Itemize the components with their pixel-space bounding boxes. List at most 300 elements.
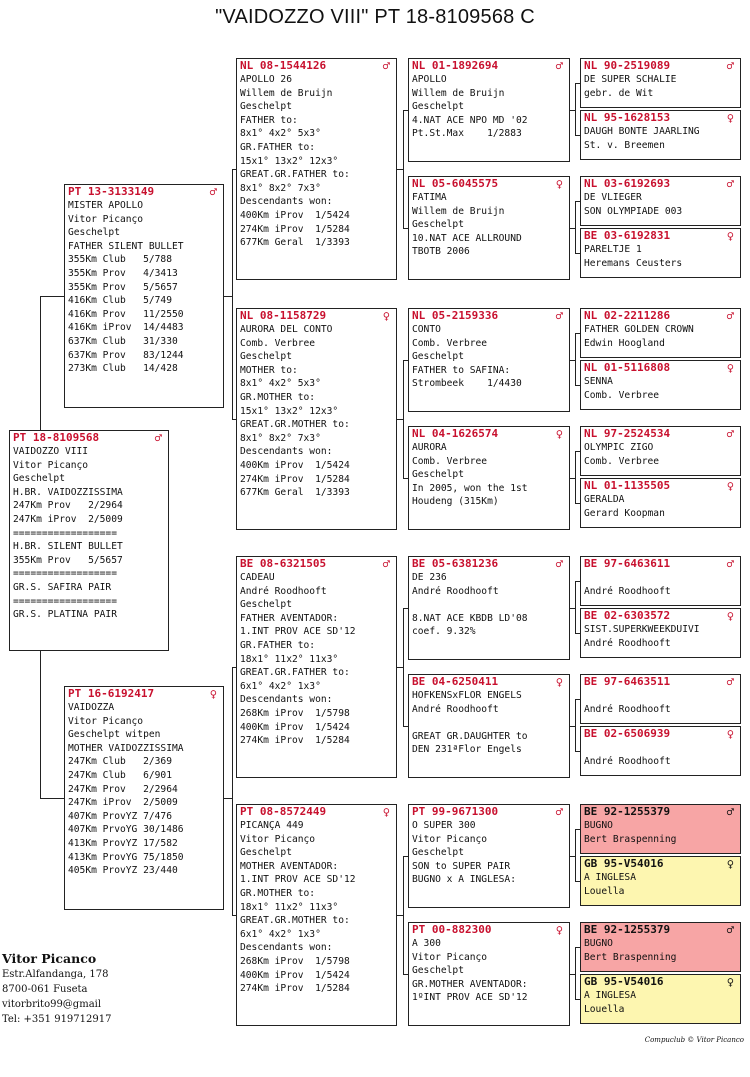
pedigree-line: Geschelpt: [412, 101, 464, 113]
pedigree-line: 407Km ProvYZ 7/476: [68, 810, 172, 822]
pedigree-line: 15x1° 13x2° 12x3°: [240, 405, 339, 417]
tree-connector: [224, 296, 233, 297]
ring-number: NL 05-6045575: [412, 177, 499, 190]
pedigree-line: 637Km Prov 83/1244: [68, 349, 184, 361]
pedigree-line: MOTHER to:: [240, 364, 298, 376]
tree-connector: [575, 633, 581, 634]
great-great-grandparent-card: [580, 856, 741, 906]
pedigree-line: St. v. Breemen: [584, 139, 665, 151]
ring-number: BE 03-6192831: [584, 229, 671, 242]
card-header: [65, 185, 223, 199]
tree-connector: [570, 608, 576, 609]
paternal-grandfather-card: [236, 58, 397, 280]
pedigree-line: 416Km Club 5/749: [68, 295, 172, 307]
pedigree-line: Geschelpt: [412, 351, 464, 363]
pedigree-line: Geschelpt: [412, 965, 464, 977]
pedigree-line: 247Km Prov 2/2964: [68, 783, 178, 795]
pedigree-line: Geschelpt: [68, 227, 120, 239]
pedigree-line: 247Km Club 2/369: [68, 756, 172, 768]
pigeon-name: VAIDOZZA: [68, 702, 115, 713]
tree-connector: [570, 110, 576, 111]
pedigree-line: 247Km Prov 2/2964: [13, 500, 123, 512]
card-header: [409, 427, 569, 441]
tree-connector: [575, 699, 581, 700]
pedigree-line: Geschelpt: [412, 469, 464, 481]
pedigree-line: Bert Braspenning: [584, 833, 677, 845]
card-header: [10, 431, 168, 445]
pigeon-name: BUGNO: [584, 820, 613, 831]
pedigree-line: FATHER SILENT BULLET: [68, 240, 184, 252]
pedigree-line: Vitor Picanço: [68, 715, 144, 727]
ring-number: NL 04-1626574: [412, 427, 499, 440]
great-grandparent-card: [408, 556, 570, 660]
great-great-grandparent-card: [580, 922, 741, 972]
tree-connector: [570, 856, 576, 857]
pedigree-line: FATHER AVENTADOR:: [240, 612, 339, 624]
card-header: [581, 229, 740, 243]
tree-connector: [570, 726, 576, 727]
pedigree-line: André Roodhooft: [240, 585, 327, 597]
ring-number: NL 05-2159336: [412, 309, 499, 322]
contact-postcode: 8700-061 Fuseta: [2, 984, 88, 995]
pedigree-line: Willem de Bruijn: [412, 205, 505, 217]
tree-connector: [403, 110, 409, 111]
pedigree-line: Houdeng (315Km): [412, 496, 499, 508]
paternal-grandmother-card: [236, 308, 397, 530]
pedigree-line: Geschelpt: [240, 599, 292, 611]
pedigree-line: 8x1° 4x2° 5x3°: [240, 378, 321, 390]
pedigree-line: Louella: [584, 885, 625, 897]
pedigree-line: 677Km Geral 1/3393: [240, 237, 350, 249]
tree-connector: [575, 947, 581, 948]
pedigree-line: 274Km iProv 1/5284: [240, 983, 350, 995]
breeder-contact: [2, 951, 111, 1027]
pedigree-line: [409, 716, 569, 730]
female-symbol-icon: ♀: [726, 361, 734, 375]
ring-number: NL 97-2524534: [584, 427, 671, 440]
pedigree-line: 8x1° 8x2° 7x3°: [240, 182, 321, 194]
female-symbol-icon: ♀: [726, 609, 734, 623]
pedigree-line: 355Km Prov 4/3413: [68, 267, 178, 279]
pedigree-line: GREAT.GR.FATHER to:: [240, 169, 350, 181]
pedigree-line: Louella: [584, 1003, 625, 1015]
great-grandparent-card: [408, 804, 570, 908]
pedigree-line: André Roodhooft: [412, 585, 499, 597]
ring-number: GB 95-V54016: [584, 975, 664, 988]
pedigree-line: Vitor Picanço: [68, 213, 144, 225]
pigeon-name: GERALDA: [584, 494, 625, 505]
mother-card: [64, 686, 224, 910]
pigeon-name: DAUGH BONTE JAARLING: [584, 126, 700, 137]
tree-connector: [403, 228, 409, 229]
pigeon-name: [581, 689, 740, 703]
ring-number: NL 01-5116808: [584, 361, 671, 374]
pedigree-line: MOTHER AVENTADOR:: [240, 860, 339, 872]
tree-connector: [570, 478, 576, 479]
pigeon-name: SENNA: [584, 376, 613, 387]
pedigree-line: 273Km Club 14/428: [68, 363, 178, 375]
pedigree-line: Edwin Hoogland: [584, 337, 665, 349]
pigeon-name: CONTO: [412, 324, 441, 335]
male-symbol-icon: ♂: [555, 59, 563, 73]
tree-connector: [403, 608, 409, 609]
pedigree-line: Geschelpt witpen: [68, 729, 161, 741]
tree-connector: [232, 169, 233, 420]
pedigree-line: 400Km iProv 1/5424: [240, 209, 350, 221]
pedigree-line: Comb. Verbree: [584, 389, 660, 401]
pedigree-line: 1.INT PROV ACE SD'12: [240, 874, 356, 886]
card-header: [581, 975, 740, 989]
female-symbol-icon: ♀: [726, 727, 734, 741]
great-great-grandparent-card: [580, 308, 741, 358]
card-header: [581, 727, 740, 741]
pigeon-name: FATHER GOLDEN CROWN: [584, 324, 694, 335]
tree-connector: [575, 451, 581, 452]
pedigree-line: 247Km iProv 2/5009: [68, 797, 178, 809]
female-symbol-icon: ♀: [555, 177, 563, 191]
ring-number: PT 16-6192417: [68, 687, 155, 700]
pigeon-name: [581, 571, 740, 585]
female-symbol-icon: ♀: [382, 805, 390, 819]
male-symbol-icon: ♂: [382, 59, 390, 73]
pedigree-line: FATHER to SAFINA:: [412, 364, 511, 376]
great-great-grandparent-card: [580, 360, 741, 410]
card-header: [581, 361, 740, 375]
card-header: [409, 805, 569, 819]
female-symbol-icon: ♀: [726, 479, 734, 493]
pigeon-name: DE SUPER SCHALIE: [584, 74, 677, 85]
great-great-grandparent-card: [580, 426, 741, 476]
great-great-grandparent-card: [580, 804, 741, 854]
ring-number: NL 95-1628153: [584, 111, 671, 124]
ring-number: BE 92-1255379: [584, 805, 671, 818]
ring-number: BE 02-6303572: [584, 609, 671, 622]
pedigree-line: 8.NAT ACE KBDB LD'08: [412, 612, 528, 624]
tree-connector: [570, 360, 576, 361]
ring-number: PT 00-882300: [412, 923, 492, 936]
card-header: [581, 923, 740, 937]
pedigree-line: Geschelpt: [13, 473, 65, 485]
pedigree-line: GREAT.GR.MOTHER to:: [240, 915, 350, 927]
ring-number: NL 90-2519089: [584, 59, 671, 72]
subject-pigeon-card: [9, 430, 169, 651]
great-great-grandparent-card: [580, 478, 741, 528]
pedigree-line: André Roodhooft: [584, 755, 671, 767]
tree-connector: [575, 333, 581, 334]
tree-connector: [397, 419, 404, 420]
great-great-grandparent-card: [580, 176, 741, 226]
tree-connector: [40, 798, 65, 799]
female-symbol-icon: ♀: [726, 111, 734, 125]
great-great-grandparent-card: [580, 674, 741, 724]
pedigree-line: 8x1° 8x2° 7x3°: [240, 432, 321, 444]
female-symbol-icon: ♀: [726, 857, 734, 871]
tree-connector: [232, 915, 237, 916]
pigeon-name: FATIMA: [412, 192, 447, 203]
pedigree-line: André Roodhooft: [584, 703, 671, 715]
tree-connector: [397, 169, 404, 170]
tree-connector: [397, 667, 404, 668]
card-header: [65, 687, 223, 701]
ring-number: BE 08-6321505: [240, 557, 327, 570]
pedigree-line: Willem de Bruijn: [240, 87, 333, 99]
ring-number: BE 97-6463511: [584, 675, 671, 688]
pedigree-line: 10.NAT ACE ALLROUND: [412, 232, 522, 244]
pedigree-line: Willem de Bruijn: [412, 87, 505, 99]
pedigree-line: ==================: [13, 527, 117, 539]
pedigree-line: GR.FATHER to:: [240, 141, 316, 153]
pigeon-name: PICANÇA 449: [240, 820, 304, 831]
card-header: [409, 923, 569, 937]
pedigree-line: GR.MOTHER AVENTADOR:: [412, 978, 528, 990]
pedigree-line: H.BR. SILENT BULLET: [13, 541, 123, 553]
card-header: [409, 59, 569, 73]
great-grandparent-card: [408, 674, 570, 778]
pedigree-line: Heremans Ceusters: [584, 257, 683, 269]
ring-number: BE 02-6506939: [584, 727, 671, 740]
pedigree-line: Geschelpt: [240, 351, 292, 363]
great-great-grandparent-card: [580, 228, 741, 278]
pedigree-line: 247Km iProv 2/5009: [13, 513, 123, 525]
great-great-grandparent-card: [580, 556, 741, 606]
pedigree-title: "VAIDOZZO VIII" PT 18-8109568 C: [215, 6, 535, 28]
pedigree-line: Comb. Verbree: [412, 337, 488, 349]
pedigree-line: André Roodhooft: [412, 703, 499, 715]
card-header: [581, 111, 740, 125]
pedigree-line: Comb. Verbree: [412, 455, 488, 467]
great-great-grandparent-card: [580, 58, 741, 108]
male-symbol-icon: ♂: [726, 427, 734, 441]
female-symbol-icon: ♀: [555, 427, 563, 441]
tree-connector: [575, 135, 581, 136]
ring-number: PT 18-8109568: [13, 431, 100, 444]
pedigree-line: 15x1° 13x2° 12x3°: [240, 155, 339, 167]
pedigree-line: 416Km iProv 14/4483: [68, 322, 184, 334]
pigeon-name: A INGLESA: [584, 990, 636, 1001]
pigeon-name: CADEAU: [240, 572, 275, 583]
pedigree-line: Descendants won:: [240, 694, 333, 706]
tree-connector: [570, 228, 576, 229]
pigeon-name: O SUPER 300: [412, 820, 476, 831]
pedigree-line: In 2005, won the 1st: [412, 482, 528, 494]
pedigree-line: [409, 598, 569, 612]
pedigree-line: GR.MOTHER to:: [240, 391, 316, 403]
pigeon-name: [581, 741, 740, 755]
pigeon-name: VAIDOZZO VIII: [13, 446, 89, 457]
pedigree-line: 1ºINT PROV ACE SD'12: [412, 992, 528, 1004]
pigeon-name: A INGLESA: [584, 872, 636, 883]
pedigree-line: Pt.St.Max 1/2883: [412, 128, 522, 140]
pedigree-line: 8x1° 4x2° 5x3°: [240, 128, 321, 140]
pedigree-line: André Roodhooft: [584, 637, 671, 649]
pedigree-line: 400Km iProv 1/5424: [240, 969, 350, 981]
pigeon-name: AURORA DEL CONTO: [240, 324, 333, 335]
card-header: [581, 59, 740, 73]
pedigree-line: GR.FATHER to:: [240, 639, 316, 651]
ring-number: NL 03-6192693: [584, 177, 671, 190]
pedigree-line: GR.S. PLATINA PAIR: [13, 609, 117, 621]
tree-connector: [575, 829, 581, 830]
pedigree-line: 407Km PrvoYG 30/1486: [68, 824, 184, 836]
pedigree-line: FATHER to:: [240, 114, 298, 126]
father-card: [64, 184, 224, 408]
card-header: [581, 675, 740, 689]
software-credit: Compuclub © Vitor Picanco: [644, 1036, 744, 1044]
tree-connector: [403, 478, 409, 479]
pigeon-name: DE VLIEGER: [584, 192, 642, 203]
pedigree-line: TBOTB 2006: [412, 246, 470, 258]
card-header: [237, 805, 396, 819]
male-symbol-icon: ♂: [154, 431, 162, 445]
great-great-grandparent-card: [580, 110, 741, 160]
pigeon-name: HOFKENSxFLOR ENGELS: [412, 690, 522, 701]
ring-number: BE 97-6463611: [584, 557, 671, 570]
male-symbol-icon: ♂: [382, 557, 390, 571]
female-symbol-icon: ♀: [555, 923, 563, 937]
ring-number: NL 02-2211286: [584, 309, 671, 322]
pedigree-line: Gerard Koopman: [584, 507, 665, 519]
pedigree-line: 18x1° 11x2° 11x3°: [240, 901, 339, 913]
tree-connector: [40, 296, 65, 297]
pedigree-line: GREAT.GR.MOTHER to:: [240, 419, 350, 431]
great-grandparent-card: [408, 58, 570, 162]
maternal-grandmother-card: [236, 804, 397, 1026]
pedigree-line: 413Km ProvYZ 17/582: [68, 837, 178, 849]
male-symbol-icon: ♂: [726, 805, 734, 819]
pedigree-line: GREAT.GR.FATHER to:: [240, 667, 350, 679]
card-header: [237, 309, 396, 323]
great-grandparent-card: [408, 308, 570, 412]
tree-connector: [403, 974, 409, 975]
tree-connector: [575, 385, 581, 386]
male-symbol-icon: ♂: [555, 557, 563, 571]
ring-number: PT 13-3133149: [68, 185, 155, 198]
tree-connector: [232, 667, 233, 916]
tree-connector: [40, 296, 41, 431]
pedigree-line: ==================: [13, 595, 117, 607]
card-header: [581, 309, 740, 323]
tree-connector: [570, 974, 576, 975]
pedigree-line: 268Km iProv 1/5798: [240, 707, 350, 719]
tree-connector: [403, 360, 409, 361]
pedigree-line: 1.INT PROV ACE SD'12: [240, 626, 356, 638]
pedigree-line: 274Km iProv 1/5284: [240, 223, 350, 235]
pedigree-line: Comb. Verbree: [584, 455, 660, 467]
pedigree-line: 400Km iProv 1/5424: [240, 459, 350, 471]
card-header: [237, 557, 396, 571]
pedigree-line: GR.MOTHER to:: [240, 887, 316, 899]
pedigree-line: Vitor Picanço: [412, 951, 488, 963]
ring-number: BE 92-1255379: [584, 923, 671, 936]
tree-connector: [575, 503, 581, 504]
pedigree-line: coef. 9.32%: [412, 626, 476, 638]
pedigree-line: 18x1° 11x2° 11x3°: [240, 653, 339, 665]
ring-number: NL 01-1892694: [412, 59, 499, 72]
pedigree-line: ==================: [13, 568, 117, 580]
female-symbol-icon: ♀: [726, 975, 734, 989]
female-symbol-icon: ♀: [555, 675, 563, 689]
great-grandparent-card: [408, 176, 570, 280]
pedigree-line: SON to SUPER PAIR: [412, 860, 511, 872]
tree-connector: [575, 999, 581, 1000]
pedigree-line: Comb. Verbree: [240, 337, 316, 349]
ring-number: BE 05-6381236: [412, 557, 499, 570]
card-header: [581, 557, 740, 571]
pedigree-line: 355Km Club 5/788: [68, 254, 172, 266]
card-header: [409, 309, 569, 323]
pedigree-line: 400Km iProv 1/5424: [240, 721, 350, 733]
contact-phone: Tel: +351 919712917: [2, 1014, 112, 1025]
card-header: [581, 177, 740, 191]
pedigree-line: Geschelpt: [412, 219, 464, 231]
male-symbol-icon: ♂: [726, 59, 734, 73]
contact-email: vitorbrito99@gmail: [2, 999, 102, 1010]
pedigree-line: BUGNO x A INGLESA:: [412, 874, 516, 886]
tree-connector: [403, 726, 409, 727]
ring-number: PT 08-8572449: [240, 805, 327, 818]
great-grandparent-card: [408, 426, 570, 530]
card-header: [409, 557, 569, 571]
pigeon-name: AURORA: [412, 442, 447, 453]
great-grandparent-card: [408, 922, 570, 1026]
female-symbol-icon: ♀: [726, 229, 734, 243]
contact-address: Estr.Alfandanga, 178: [2, 969, 109, 980]
pedigree-line: Geschelpt: [412, 847, 464, 859]
great-great-grandparent-card: [580, 726, 741, 776]
pedigree-line: DEN 231ªFlor Engels: [412, 744, 522, 756]
pedigree-line: Vitor Picanço: [240, 833, 316, 845]
ring-number: PT 99-9671300: [412, 805, 499, 818]
maternal-grandfather-card: [236, 556, 397, 778]
tree-connector: [403, 856, 409, 857]
pedigree-line: Descendants won:: [240, 196, 333, 208]
pedigree-line: 416Km Prov 11/2550: [68, 308, 184, 320]
card-header: [581, 479, 740, 493]
tree-connector: [575, 83, 581, 84]
pedigree-line: 677Km Geral 1/3393: [240, 487, 350, 499]
pedigree-line: Descendants won:: [240, 942, 333, 954]
pedigree-line: 413Km ProvYG 75/1850: [68, 851, 184, 863]
tree-connector: [575, 751, 581, 752]
pedigree-line: 6x1° 4x2° 1x3°: [240, 928, 321, 940]
pedigree-line: GREAT GR.DAUGHTER to: [412, 730, 528, 742]
card-header: [581, 609, 740, 623]
pedigree-line: gebr. de Wit: [584, 87, 654, 99]
pigeon-name: PARELTJE 1: [584, 244, 642, 255]
ring-number: BE 04-6250411: [412, 675, 499, 688]
ring-number: GB 95-V54016: [584, 857, 664, 870]
card-header: [409, 177, 569, 191]
pigeon-name: APOLLO: [412, 74, 447, 85]
pedigree-line: 274Km iProv 1/5284: [240, 473, 350, 485]
pedigree-line: Bert Braspenning: [584, 951, 677, 963]
pedigree-line: 355Km Prov 5/5657: [68, 281, 178, 293]
ring-number: NL 08-1544126: [240, 59, 327, 72]
pedigree-line: SON OLYMPIADE 003: [584, 205, 683, 217]
pedigree-line: 355Km Prov 5/5657: [13, 554, 123, 566]
ring-number: NL 01-1135505: [584, 479, 671, 492]
tree-connector: [575, 581, 581, 582]
pedigree-line: MOTHER VAIDOZZISSIMA: [68, 742, 184, 754]
breeder-name: Vitor Picanco: [2, 951, 97, 966]
female-symbol-icon: ♀: [209, 687, 217, 701]
tree-connector: [40, 651, 41, 799]
pedigree-line: Strombeek 1/4430: [412, 378, 522, 390]
great-great-grandparent-card: [580, 608, 741, 658]
pedigree-line: Descendants won:: [240, 446, 333, 458]
pigeon-name: A 300: [412, 938, 441, 949]
tree-connector: [575, 201, 581, 202]
